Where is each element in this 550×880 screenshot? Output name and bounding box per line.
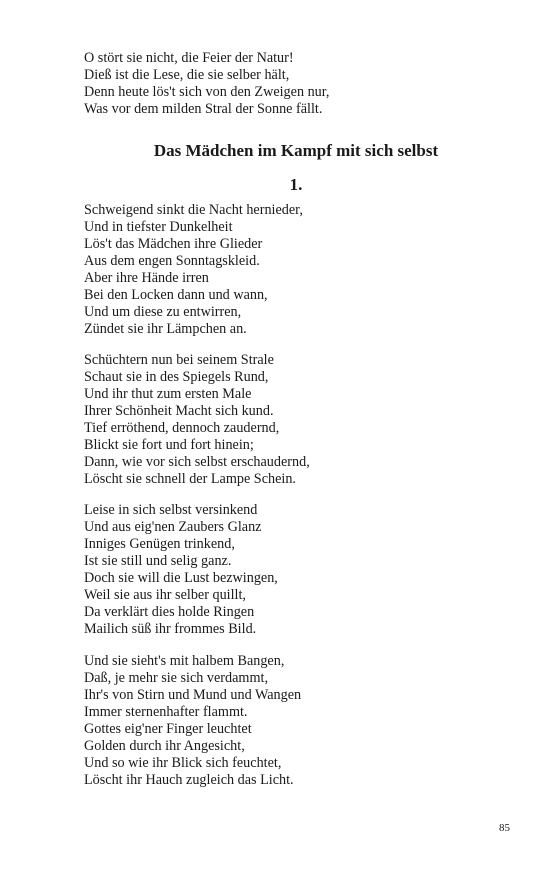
verse-line: O stört sie nicht, die Feier der Natur! bbox=[84, 50, 294, 66]
verse-line: Ist sie still und selig ganz. bbox=[84, 553, 232, 569]
verse-line: Gottes eig'ner Finger leuchtet bbox=[84, 721, 252, 737]
verse-line: Schüchtern nun bei seinem Strale bbox=[84, 352, 274, 368]
verse-line: Und aus eig'nen Zaubers Glanz bbox=[84, 519, 262, 535]
verse-line: Mailich süß ihr frommes Bild. bbox=[84, 621, 257, 637]
page-number: 85 bbox=[499, 822, 510, 834]
verse-line: Daß, je mehr sie sich verdammt, bbox=[84, 670, 268, 686]
verse-line: Inniges Genügen trinkend, bbox=[84, 536, 235, 552]
stanza-1 bbox=[84, 202, 524, 338]
verse-line: Blickt sie fort und fort hinein; bbox=[84, 437, 254, 453]
verse-line: Zündet sie ihr Lämpchen an. bbox=[84, 321, 247, 337]
verse-line: Löscht sie schnell der Lampe Schein. bbox=[84, 471, 296, 487]
verse-line: Aber ihre Hände irren bbox=[84, 270, 209, 286]
verse-line: Dieß ist die Lese, die sie selber hält, bbox=[84, 67, 290, 83]
verse-line: Schweigend sinkt die Nacht hernieder, bbox=[84, 202, 303, 218]
verse-line: Doch sie will die Lust bezwingen, bbox=[84, 570, 278, 586]
verse-line: Tief erröthend, dennoch zaudernd, bbox=[84, 420, 280, 436]
verse-line: Aus dem engen Sonntagskleid. bbox=[84, 253, 260, 269]
verse-line: Und in tiefster Dunkelheit bbox=[84, 219, 233, 235]
stanza-3 bbox=[84, 502, 524, 638]
stanza-2 bbox=[84, 352, 524, 488]
verse-line: Golden durch ihr Angesicht, bbox=[84, 738, 245, 754]
verse-line: Denn heute lös't sich von den Zweigen nur, bbox=[84, 84, 330, 100]
poem-title: Das Mädchen im Kampf mit sich selbst bbox=[153, 141, 439, 160]
verse-line: Was vor dem milden Stral der Sonne fällt. bbox=[84, 101, 323, 117]
verse-line: Weil sie aus ihr selber quillt, bbox=[84, 587, 246, 603]
verse-line: Lös't das Mädchen ihre Glieder bbox=[84, 236, 263, 252]
verse-line: Schaut sie in des Spiegels Rund, bbox=[84, 369, 269, 385]
verse-line: Und ihr thut zum ersten Male bbox=[84, 386, 252, 402]
stanza-4 bbox=[84, 653, 524, 789]
verse-line: Ihrer Schönheit Macht sich kund. bbox=[84, 403, 274, 419]
verse-line: Immer sternenhafter flammt. bbox=[84, 704, 248, 720]
intro-stanza bbox=[84, 50, 524, 118]
verse-line: Ihr's von Stirn und Mund und Wangen bbox=[84, 687, 302, 703]
verse-line: Da verklärt dies holde Ringen bbox=[84, 604, 255, 620]
verse-line: Dann, wie vor sich selbst erschaudernd, bbox=[84, 454, 310, 470]
verse-line: Und sie sieht's mit halbem Bangen, bbox=[84, 653, 285, 669]
verse-line: Leise in sich selbst versinkend bbox=[84, 502, 258, 518]
verse-line: Und so wie ihr Blick sich feuchtet, bbox=[84, 755, 282, 771]
verse-line: Und um diese zu entwirren, bbox=[84, 304, 242, 320]
verse-line: Bei den Locken dann und wann, bbox=[84, 287, 268, 303]
verse-line: Löscht ihr Hauch zugleich das Licht. bbox=[84, 772, 294, 788]
section-number: 1. bbox=[289, 175, 303, 194]
